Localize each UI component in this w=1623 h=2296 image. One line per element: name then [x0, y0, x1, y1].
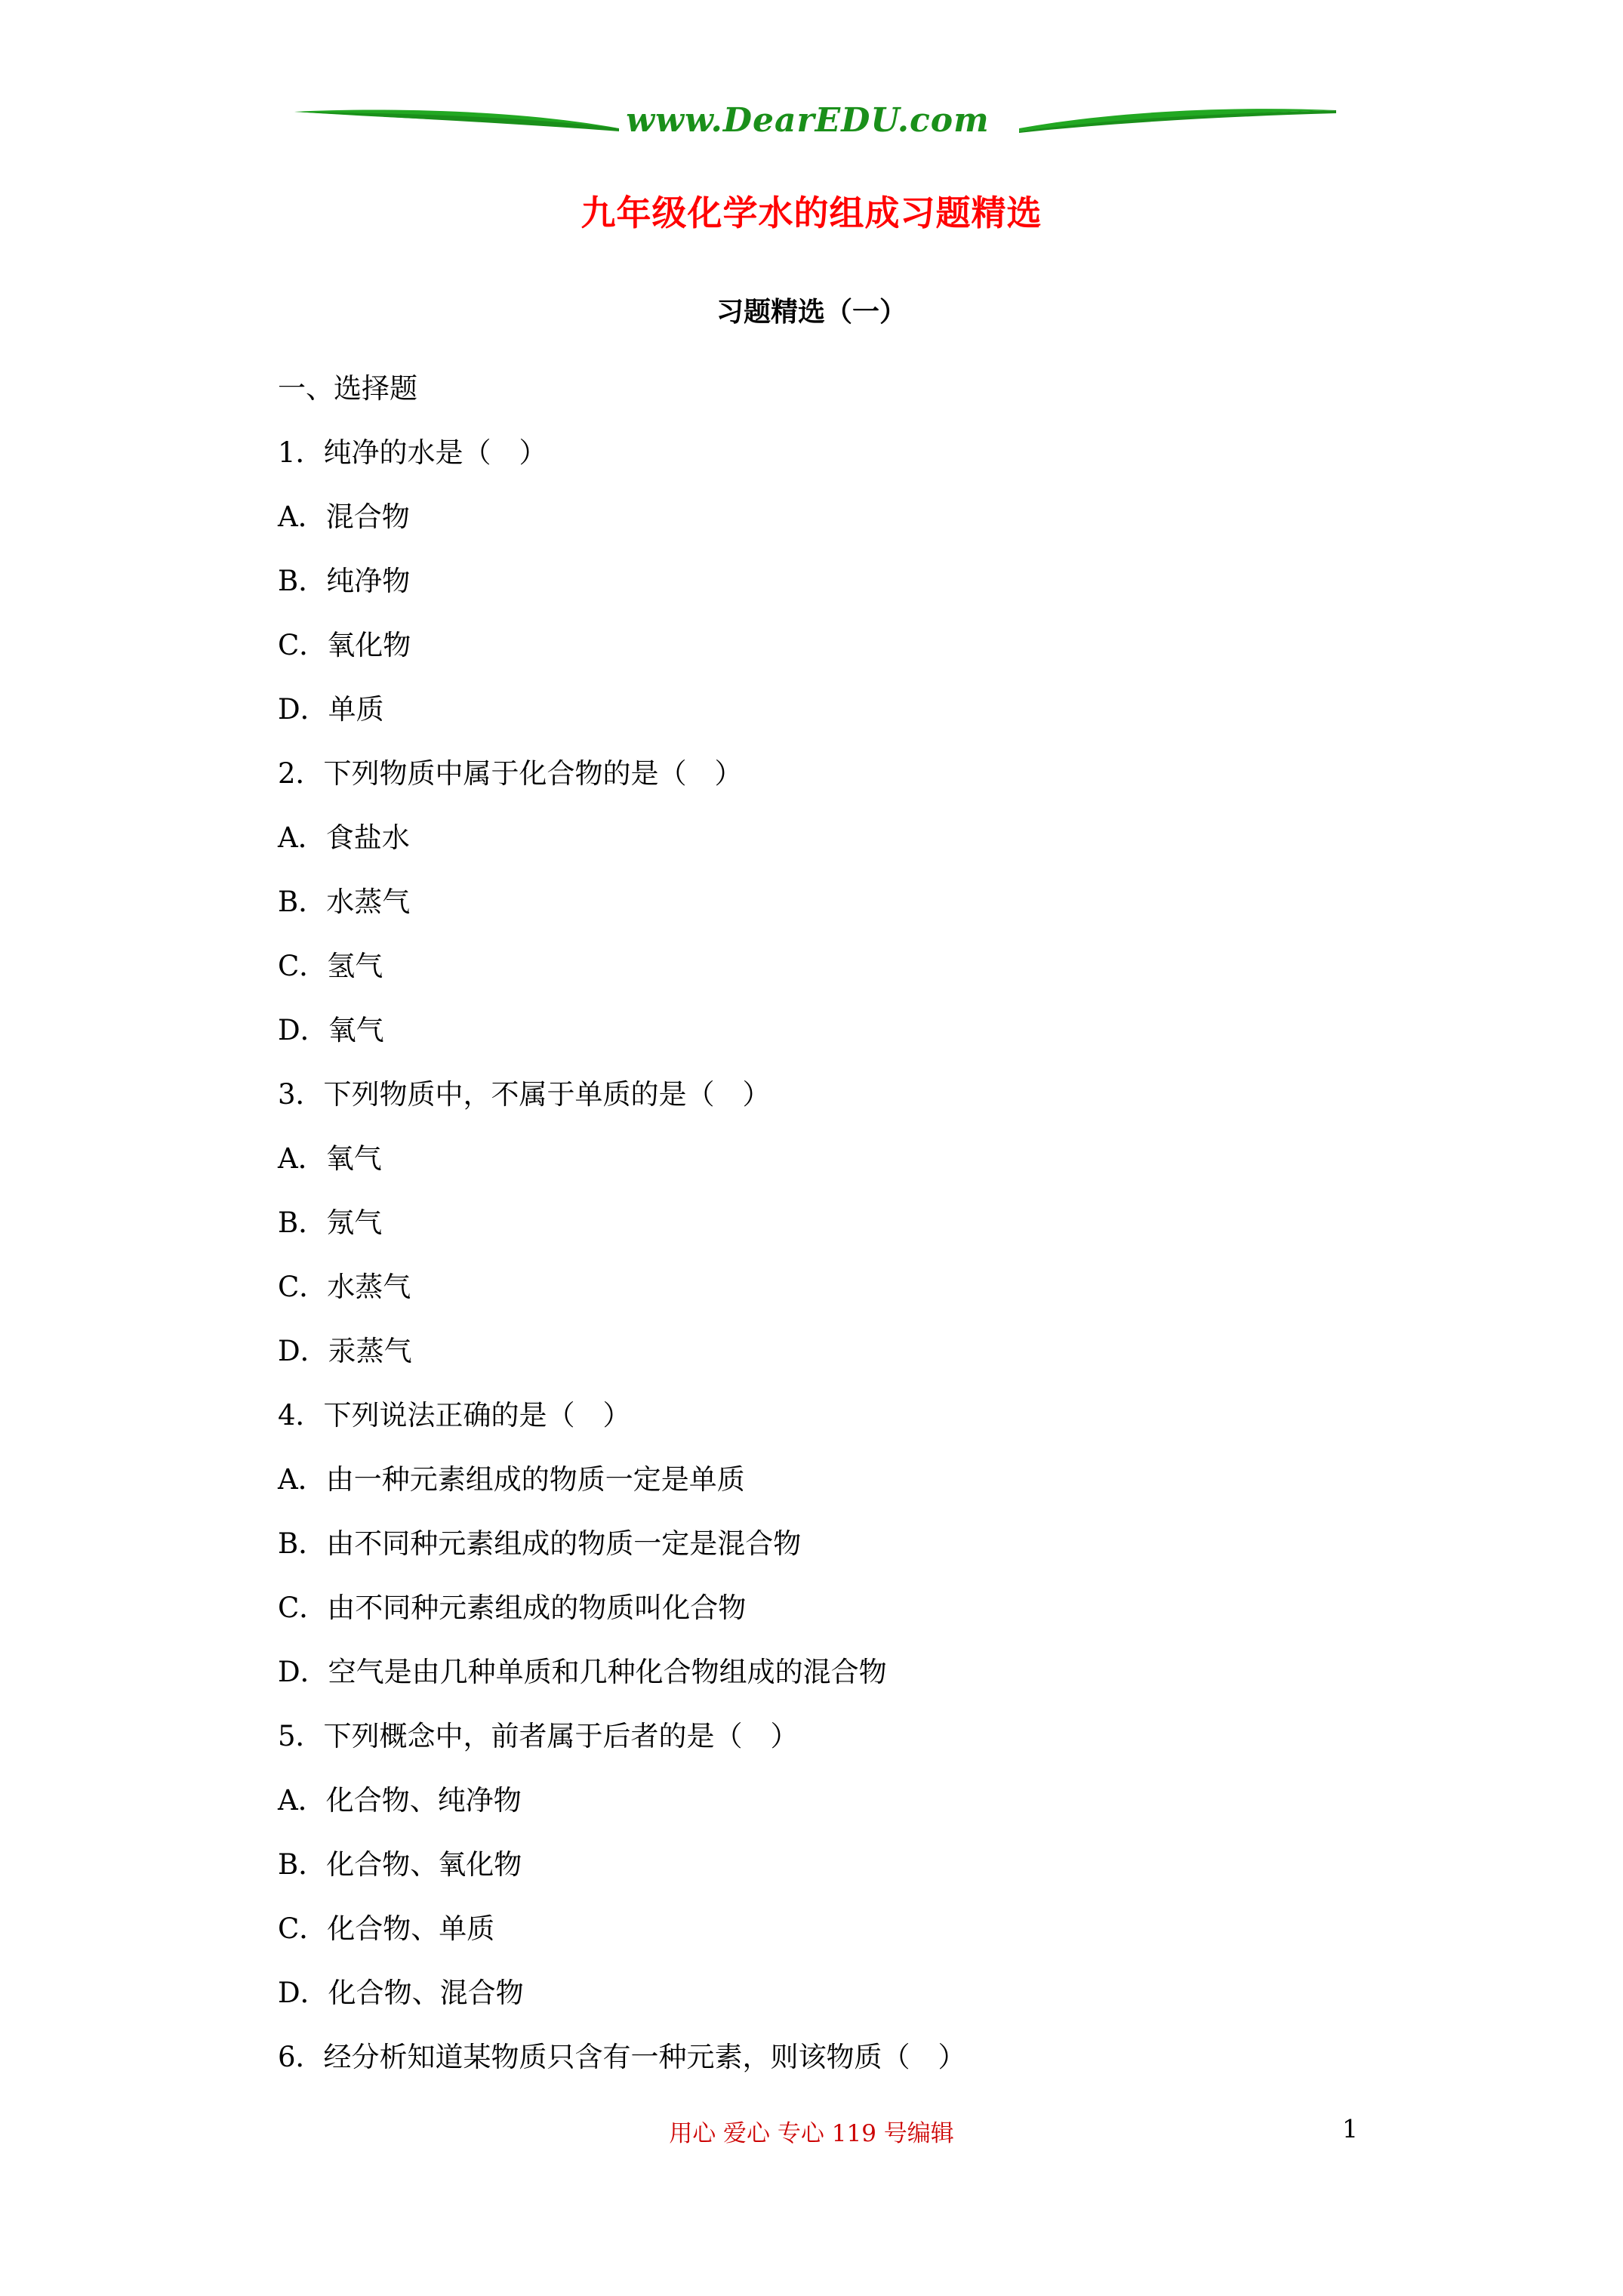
question-line: D．单质 [278, 693, 384, 726]
question-line: B．化合物、氧化物 [278, 1848, 522, 1881]
document-title: 九年级化学水的组成习题精选 [581, 193, 1042, 233]
question-line: A．化合物、纯净物 [278, 1784, 522, 1817]
question-line: 6．经分析知道某物质只含有一种元素，则该物质（ ） [278, 2041, 966, 2073]
page-number: 1 [1342, 2114, 1358, 2143]
question-line: A．混合物 [278, 501, 410, 533]
question-line: D．汞蒸气 [278, 1335, 412, 1367]
question-line: 1．纯净的水是（ ） [278, 436, 547, 469]
question-line: D．空气是由几种单质和几种化合物组成的混合物 [278, 1656, 887, 1688]
section-heading: 一、选择题 [278, 372, 417, 405]
site-logo-text: www.DearEDU.com [626, 101, 990, 140]
footer-text: 用心 爱心 专心 119 号编辑 [669, 2120, 954, 2147]
question-line: A．由一种元素组成的物质一定是单质 [278, 1463, 745, 1496]
question-line: D．化合物、混合物 [278, 1977, 524, 2009]
question-line: 5．下列概念中，前者属于后者的是（ ） [278, 1720, 799, 1752]
question-line: 3．下列物质中，不属于单质的是（ ） [278, 1078, 771, 1111]
question-line: B．水蒸气 [278, 886, 411, 918]
question-line: C．化合物、单质 [278, 1912, 495, 1945]
question-line: 4．下列说法正确的是（ ） [278, 1399, 631, 1432]
section-title: 习题精选（一） [716, 296, 907, 328]
question-line: B．由不同种元素组成的物质一定是混合物 [278, 1527, 802, 1560]
question-line: C．氧化物 [278, 629, 411, 661]
question-line: D．氧气 [278, 1014, 384, 1046]
question-line: A．氧气 [278, 1142, 382, 1175]
question-line: C．由不同种元素组成的物质叫化合物 [278, 1592, 747, 1624]
question-line: 2．下列物质中属于化合物的是（ ） [278, 757, 743, 790]
question-line: C．氢气 [278, 950, 383, 982]
question-line: B．氖气 [278, 1207, 383, 1239]
question-line: B．纯净物 [278, 565, 411, 597]
question-line: A．食盐水 [278, 821, 410, 854]
header-banner [294, 97, 1336, 143]
question-line: C．水蒸气 [278, 1271, 411, 1303]
